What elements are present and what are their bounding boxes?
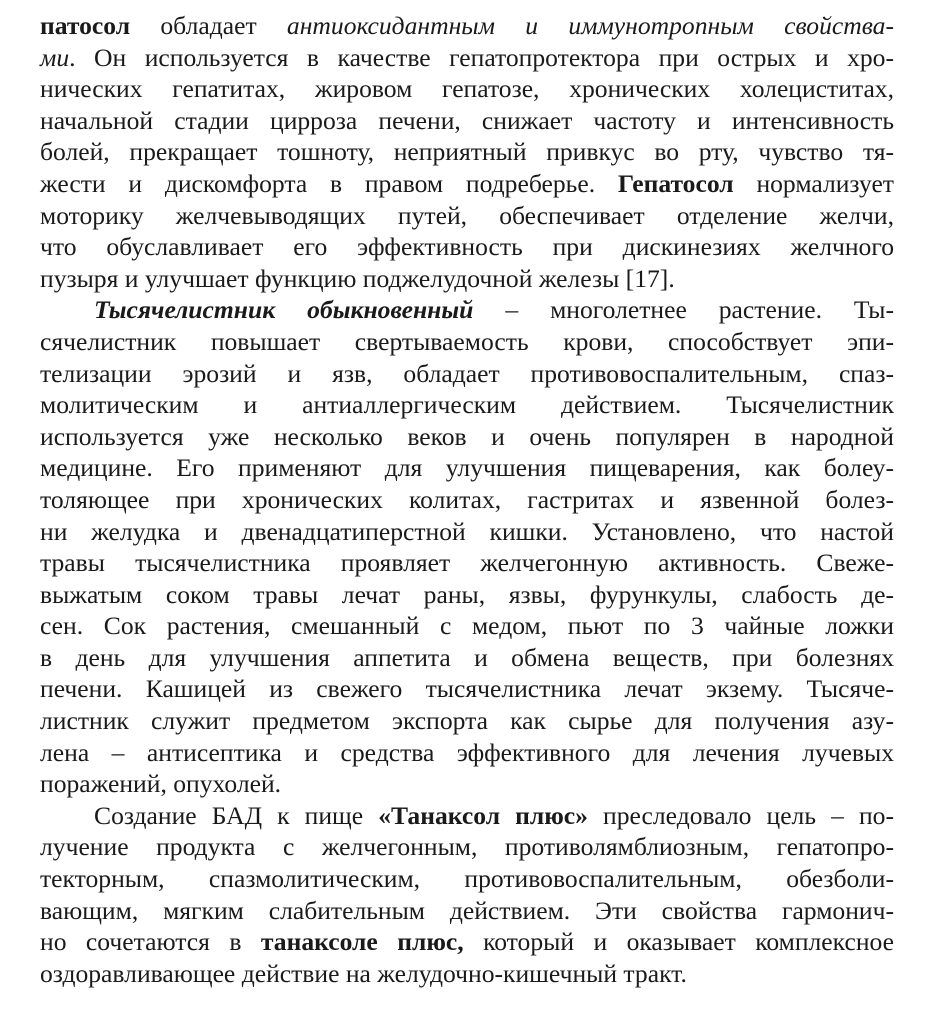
text-line: ни желудка и двенадцатиперстной кишки. Установлено, что настой [40,516,894,546]
text-line: нических гепатитах, жировом гепатозе, хронических холециститах, [40,74,894,104]
text-line: листник служит предметом экспорта как сырье для получения азу- [40,706,894,736]
text-line: пузыря и улучшает функцию поджелудочной железы [17]. [40,263,675,293]
text-line: жести и дискомфорта в правом подреберье. Гепатосол нормализует [40,168,894,198]
text-line: сен. Сок растения, смешанный с медом, пьют по 3 чайные ложки [40,611,894,641]
text-line: сячелистник повышает свертываемость крови, способствует эпи- [40,326,894,356]
text-line: толяющее при хронических колитах, гастритах и язвенной болез- [40,484,894,514]
emphasis-properties: антиоксидантным и иммунотропным свойства- [286,11,894,40]
text-line: используется уже несколько веков и очень популярен в народной [40,421,894,451]
text-line: печени. Кашицей из свежего тысячелистника лечат экзему. Тысяче- [40,674,894,704]
text-line: что обуславливает его эффективность при дискинезиях желчного [40,232,894,262]
text-line: травы тысячелистника проявляет желчегонную активность. Свеже- [40,548,894,578]
text-line: оздоравливающее действие на желудочно-кишечный тракт. [40,958,687,988]
text-line: но сочетаются в танаксоле плюс, который и оказывает комплексное [40,927,894,957]
term-tanaksol-plus: «Танаксол плюс» [378,800,588,830]
text-line: выжатым соком травы лечат раны, язвы, фурункулы, слабость де- [40,579,894,609]
text-line: Тысячелистник обыкновенный – многолетнее растение. Ты- [94,295,894,325]
text-line: вающим, мягким слабительным действием. Эти свойства гармонич- [40,895,894,925]
term-gepatosol: Гепатосол [617,168,734,198]
text-line: начальной стадии цирроза печени, снижает частоту и интенсивность [40,105,894,135]
text-line: ми. Он используется в качестве гепатопротектора при острых и хро- [40,42,894,72]
text-line: в день для улучшения аппетита и обмена веществ, при болезнях [40,642,894,672]
text-line: моторику желчевыводящих путей, обеспечивает отделение желчи, [40,200,894,230]
term-gepatosol-fragment: патосол [40,11,131,40]
text-line: лена – антисептика и средства эффективного для лечения лучевых [40,737,894,767]
text-line: текторным, спазмолитическим, противовоспалительным, обезболи- [40,864,894,894]
text-line: Создание БАД к пище «Танаксол плюс» преследовало цель – по- [94,800,894,830]
text-line: болей, прекращает тошноту, неприятный привкус во рту, чувство тя- [40,137,894,167]
text-line: телизации эрозий и язв, обладает противовоспалительным, спаз- [40,358,894,388]
term-yarrow: Тысячелистник обыкновенный [94,295,474,325]
paragraph-gepatosol [40,10,894,294]
text-line: медицине. Его применяют для улучшения пищеварения, как болеу- [40,453,894,483]
document-page [40,10,894,989]
text-line: молитическим и антиаллергическим действием. Тысячелистник [40,390,894,420]
text-line: поражений, опухолей. [40,769,282,799]
paragraph-yarrow [40,294,894,800]
paragraph-tanaksol [40,800,894,990]
text-line: лучение продукта с желчегонным, противолямблиозным, гепатопро- [40,832,894,862]
text-line: патосол обладает антиоксидантным и иммунотропным свойства- [40,11,894,40]
term-tanaksol-plus-inline: танаксоле плюс, [260,927,464,957]
